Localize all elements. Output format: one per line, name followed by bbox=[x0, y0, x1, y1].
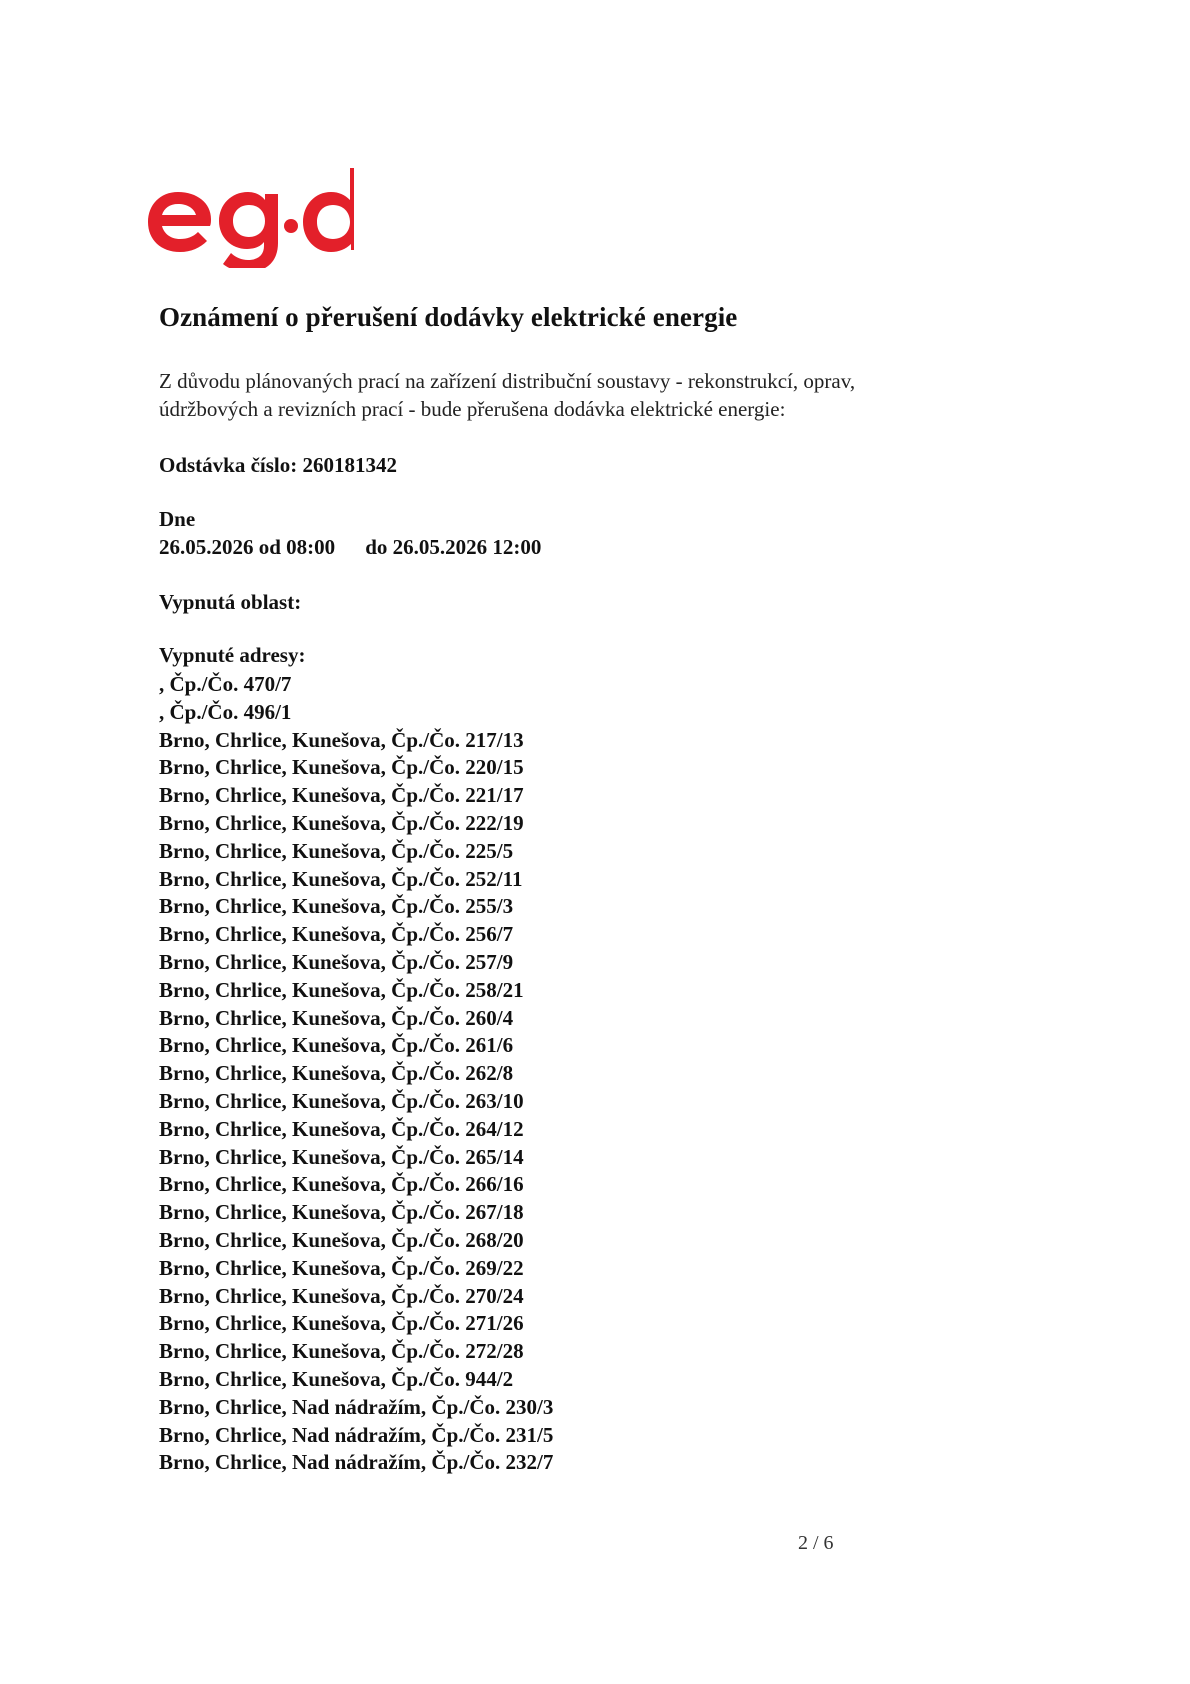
addresses-label: Vypnuté adresy: bbox=[159, 643, 306, 667]
list-item: Brno, Chrlice, Kunešova, Čp./Čo. 272/28 bbox=[159, 1339, 524, 1364]
list-item: Brno, Chrlice, Kunešova, Čp./Čo. 269/22 bbox=[159, 1255, 524, 1280]
address-list bbox=[159, 671, 553, 1477]
list-item: Brno, Chrlice, Nad nádražím, Čp./Čo. 231/5 bbox=[159, 1422, 554, 1447]
list-item: Brno, Chrlice, Kunešova, Čp./Čo. 220/15 bbox=[159, 755, 524, 780]
page-number: 2 / 6 bbox=[798, 1532, 834, 1554]
list-item: Brno, Chrlice, Kunešova, Čp./Čo. 265/14 bbox=[159, 1144, 524, 1169]
day-label: Dne bbox=[159, 507, 196, 531]
outage-dates bbox=[159, 535, 541, 560]
list-item: Brno, Chrlice, Kunešova, Čp./Čo. 944/2 bbox=[159, 1366, 514, 1391]
list-item: Brno, Chrlice, Kunešova, Čp./Čo. 217/13 bbox=[159, 727, 524, 752]
list-item: Brno, Chrlice, Kunešova, Čp./Čo. 266/16 bbox=[159, 1172, 524, 1197]
date-from: 26.05.2026 od 08:00 bbox=[159, 535, 336, 559]
list-item: Brno, Chrlice, Kunešova, Čp./Čo. 256/7 bbox=[159, 922, 514, 947]
list-item: Brno, Chrlice, Kunešova, Čp./Čo. 264/12 bbox=[159, 1116, 524, 1141]
intro-paragraph: Z důvodu plánovaných prací na zařízení distribuční soustavy - rekonstrukcí, oprav, údržbových a revizních prací - bude přerušena dodávka elektrické energie: bbox=[159, 369, 856, 421]
list-item: Brno, Chrlice, Kunešova, Čp./Čo. 263/10 bbox=[159, 1088, 524, 1113]
list-item: Brno, Chrlice, Kunešova, Čp./Čo. 260/4 bbox=[159, 1005, 514, 1030]
list-item: Brno, Chrlice, Kunešova, Čp./Čo. 221/17 bbox=[159, 783, 524, 808]
list-item: Brno, Chrlice, Kunešova, Čp./Čo. 262/8 bbox=[159, 1061, 514, 1086]
list-item: Brno, Chrlice, Kunešova, Čp./Čo. 271/26 bbox=[159, 1311, 524, 1336]
list-item: Brno, Chrlice, Kunešova, Čp./Čo. 252/11 bbox=[159, 866, 523, 891]
list-item: Brno, Chrlice, Kunešova, Čp./Čo. 255/3 bbox=[159, 894, 514, 919]
list-item: Brno, Chrlice, Kunešova, Čp./Čo. 225/5 bbox=[159, 838, 514, 863]
list-item: , Čp./Čo. 470/7 bbox=[159, 672, 292, 696]
list-item: Brno, Chrlice, Nad nádražím, Čp./Čo. 230/3 bbox=[159, 1394, 554, 1419]
area-label: Vypnutá oblast: bbox=[159, 590, 302, 614]
list-item: Brno, Chrlice, Kunešova, Čp./Čo. 270/24 bbox=[159, 1283, 524, 1308]
list-item: Brno, Chrlice, Kunešova, Čp./Čo. 258/21 bbox=[159, 977, 524, 1002]
list-item: Brno, Chrlice, Kunešova, Čp./Čo. 268/20 bbox=[159, 1227, 524, 1252]
outage-number: Odstávka číslo: 260181342 bbox=[159, 453, 398, 477]
list-item: , Čp./Čo. 496/1 bbox=[159, 699, 292, 724]
list-item: Brno, Chrlice, Kunešova, Čp./Čo. 257/9 bbox=[159, 949, 514, 974]
list-item: Brno, Chrlice, Kunešova, Čp./Čo. 261/6 bbox=[159, 1033, 514, 1058]
list-item: Brno, Chrlice, Nad nádražím, Čp./Čo. 232/7 bbox=[159, 1450, 554, 1475]
page-title: Oznámení o přerušení dodávky elektrické energie bbox=[159, 302, 738, 332]
date-to: do 26.05.2026 12:00 bbox=[365, 535, 542, 559]
list-item: Brno, Chrlice, Kunešova, Čp./Čo. 267/18 bbox=[159, 1200, 524, 1225]
list-item: Brno, Chrlice, Kunešova, Čp./Čo. 222/19 bbox=[159, 810, 524, 835]
egd-logo bbox=[144, 168, 354, 268]
